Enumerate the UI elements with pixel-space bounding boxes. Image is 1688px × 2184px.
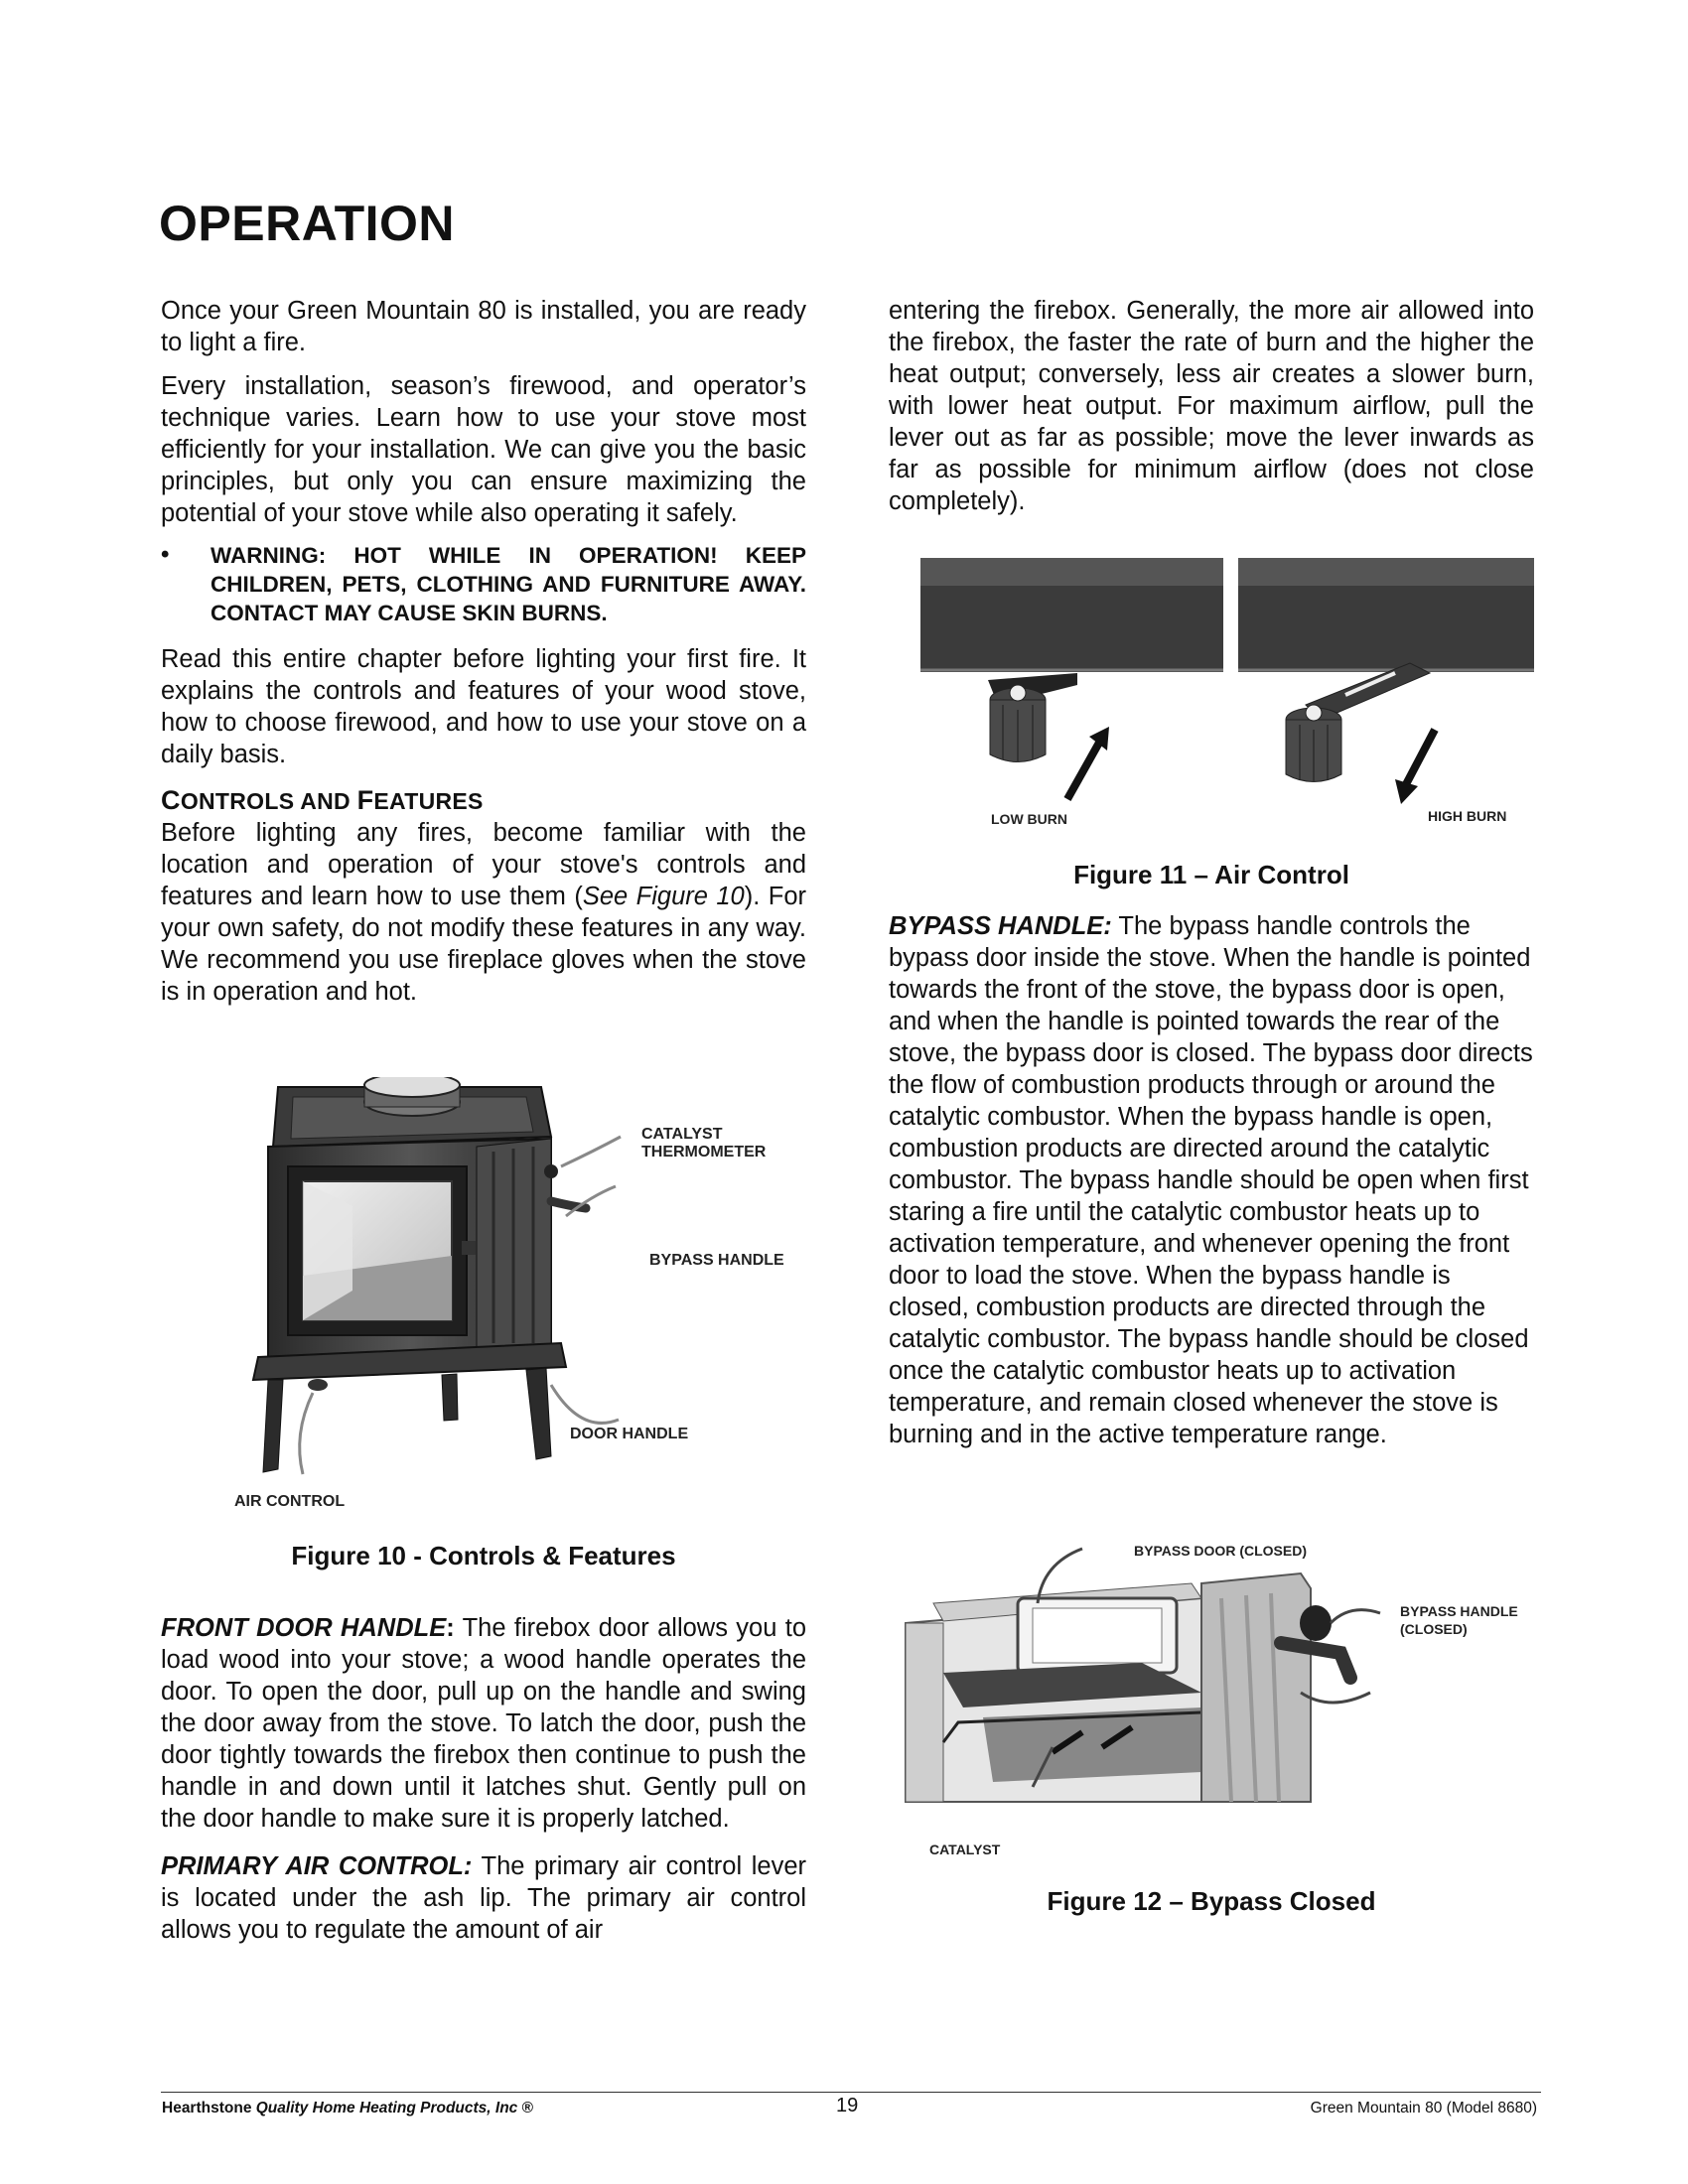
figure-reference: See Figure 10 bbox=[582, 883, 745, 910]
label-catalyst-thermometer: CATALYST THERMOMETER bbox=[641, 1126, 767, 1160]
footer-divider bbox=[161, 2092, 1541, 2093]
controls-paragraph: Before lighting any fires, become familiar with the location and operation of your stove's controls and features and learn how to use them (See Figure 10). For your own safety, do not modify these features in any way. We recommend you use fireplace gloves when the stove is in operation and hot. bbox=[161, 819, 807, 1006]
section-heading-controls-features: CONTROLS AND FEATURES bbox=[161, 785, 484, 815]
figure-11-air-control-image bbox=[918, 556, 1539, 824]
label-bypass-handle-closed: BYPASS HANDLE (CLOSED) bbox=[1400, 1603, 1518, 1637]
left-column-lower bbox=[161, 1612, 806, 1958]
airflow-paragraph: entering the firebox. Generally, the more air allowed into the firebox, the faster the rate of burn and the higher the heat output; conversely, less air creates a slower burn, with lower heat output. For maximum airflow, pull the lever out as far as possible; move the lever inwards as far as possible for minimum airflow (does not close completely). bbox=[889, 297, 1534, 515]
front-door-handle-lead: FRONT DOOR HANDLE bbox=[161, 1614, 447, 1642]
figure-12-bypass-image bbox=[904, 1544, 1499, 1812]
footer-model: Green Mountain 80 (Model 8680) bbox=[1310, 2100, 1537, 2116]
label-bypass-handle: BYPASS HANDLE bbox=[649, 1252, 784, 1269]
right-column bbox=[889, 295, 1534, 529]
installation-paragraph: Every installation, season’s firewood, and operator’s technique varies. Learn how to use your stove most efficiently for your installation. We can give you the basic principles, but only you can ensure maximizing the potential of your stove while also operating it safely. bbox=[161, 372, 806, 527]
bullet-icon: • bbox=[161, 541, 170, 568]
warning-text: WARNING: HOT WHILE IN OPERATION! KEEP CHILDREN, PETS, CLOTHING AND FURNITURE AWAY. CONTACT MAY CAUSE SKIN BURNS. bbox=[211, 543, 806, 625]
intro-paragraph: Once your Green Mountain 80 is installed, you are ready to light a fire. bbox=[161, 297, 806, 356]
label-door-handle: DOOR HANDLE bbox=[570, 1426, 689, 1442]
left-column bbox=[161, 295, 806, 1020]
warning-item bbox=[161, 541, 806, 627]
label-air-control: AIR CONTROL bbox=[234, 1493, 346, 1510]
label-high-burn: HIGH BURN bbox=[1428, 808, 1507, 824]
page-number: 19 bbox=[836, 2095, 859, 2116]
page-title: OPERATION bbox=[159, 196, 456, 251]
bypass-handle-paragraph: BYPASS HANDLE: The bypass handle controls the bypass door inside the stove. When the handle is pointed towards the front of the stove, the bypass door is open, and when the handle is pointed towards the rear of the stove, the bypass door is closed. The bypass door directs the flow of combustion products through or around the catalytic combustor. When the bypass handle is open, combustion products are directed around the catalytic combustor. The bypass handle should be open when first staring a fire until the catalytic combustor heats up to activation temperature, and whenever opening the front door to load the stove. When the bypass handle is closed, combustion products are directed through the catalytic combustor. The bypass handle should be closed once the catalytic combustor heats up to activation temperature, and remain closed whenever the stove is burning and in the active temperature range. bbox=[889, 912, 1533, 1448]
label-catalyst: CATALYST bbox=[929, 1842, 1001, 1857]
label-low-burn: LOW BURN bbox=[991, 811, 1067, 827]
front-door-handle-paragraph: FRONT DOOR HANDLE: The firebox door allows you to load wood into your stove; a wood handle operates the door. To open the door, pull up on the handle and swing the door away from the stove. To latch the door, push the door tightly towards the firebox then continue to push the handle in and down until it latches shut. Gently pull on the door handle to make sure it is properly latched. bbox=[161, 1614, 807, 1833]
figure-10-caption: Figure 10 - Controls & Features bbox=[291, 1541, 676, 1570]
figure-12-caption: Figure 12 – Bypass Closed bbox=[1047, 1886, 1376, 1916]
primary-air-control-paragraph: PRIMARY AIR CONTROL: The primary air control lever is located under the ash lip. The primary air control allows you to regulate the amount of air bbox=[161, 1852, 806, 1944]
bypass-handle-lead: BYPASS HANDLE: bbox=[889, 912, 1112, 940]
primary-air-control-lead: PRIMARY AIR CONTROL: bbox=[161, 1852, 473, 1880]
figure-11-caption: Figure 11 – Air Control bbox=[1073, 860, 1349, 889]
right-column-bypass bbox=[889, 910, 1534, 1462]
read-chapter-paragraph: Read this entire chapter before lighting your first fire. It explains the controls and features of your wood stove, how to choose firewood, and how to use your stove on a daily basis. bbox=[161, 645, 806, 768]
footer-company: Hearthstone Quality Home Heating Products, Inc ® bbox=[162, 2100, 534, 2116]
label-bypass-door-closed: BYPASS DOOR (CLOSED) bbox=[1134, 1543, 1307, 1559]
